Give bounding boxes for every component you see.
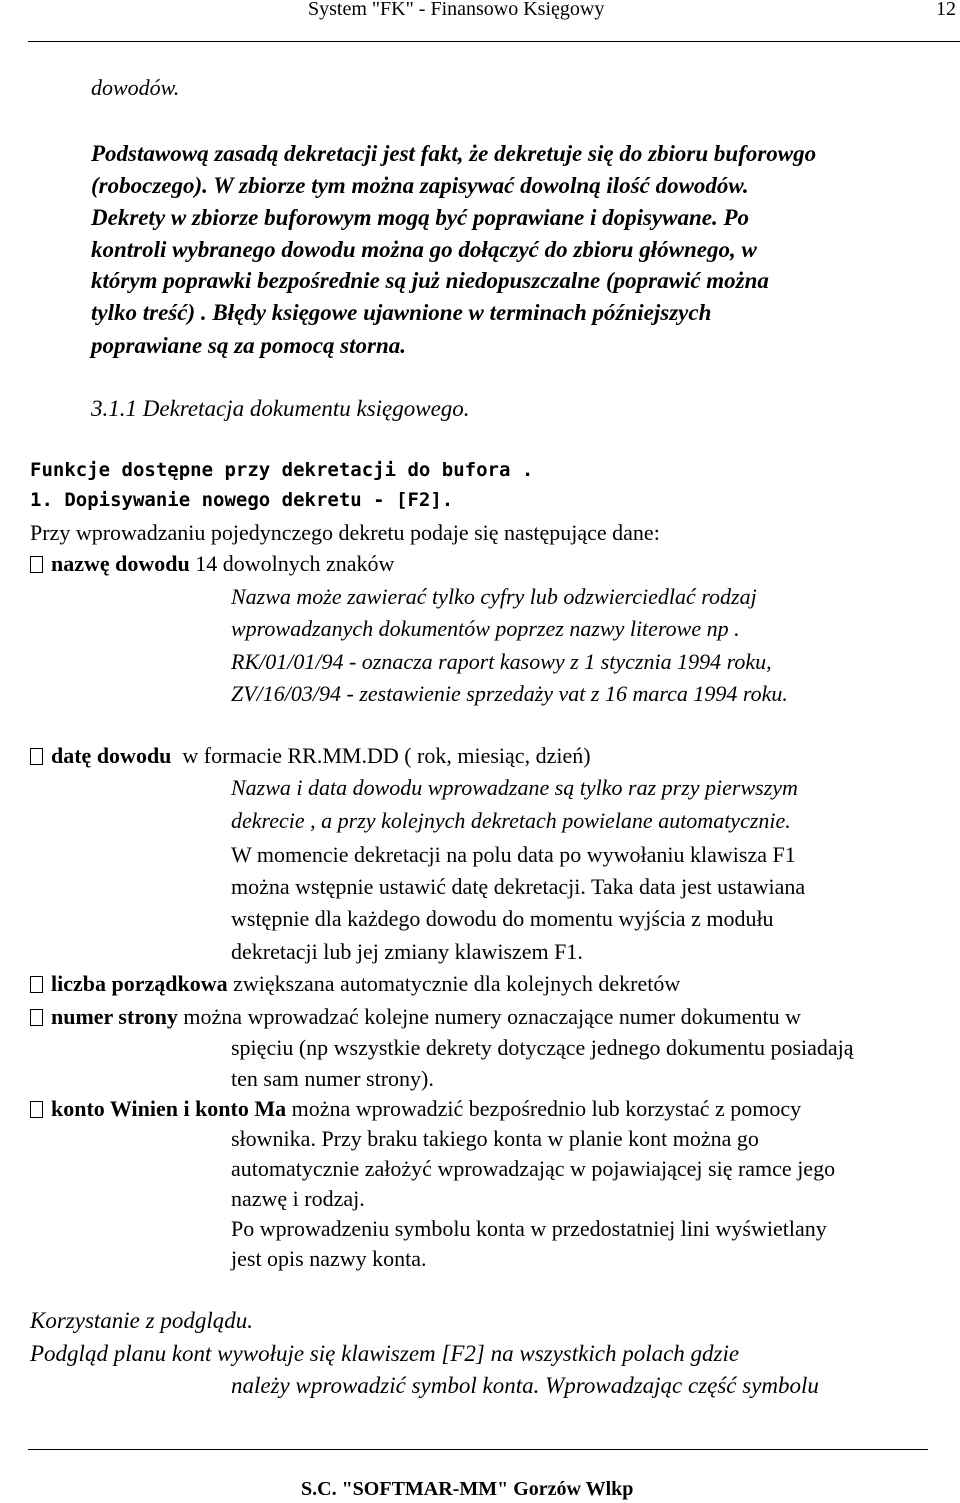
principle-line: tylko treść) . Błędy księgowe ujawnione w terminach późniejszych (91, 300, 712, 325)
checkbox-bullet-icon (30, 1009, 43, 1026)
continuation-line: słownika. Przy braku takiego konta w planie kont można go (231, 1126, 759, 1151)
principle-line: Dekrety w zbiorze buforowym mogą być poprawiane i dopisywane. Po (91, 205, 750, 230)
intro-sentence: Przy wprowadzaniu pojedynczego dekretu podaje się następujące dane: (30, 520, 660, 545)
checkbox-bullet-icon (30, 1101, 43, 1118)
note-line: Nazwa i data dowodu wprowadzane są tylko raz przy pierwszym (231, 775, 798, 800)
principle-line: poprawiane są za pomocą storna. (91, 333, 407, 358)
continuation-line: jest opis nazwy konta. (231, 1246, 427, 1271)
item-term: datę dowodu (51, 743, 172, 768)
preview-line: należy wprowadzić symbol konta. Wprowadzając część symbolu (231, 1373, 819, 1398)
principle-line: Podstawową zasadą dekretacji jest fakt, że dekretuje się do zbioru buforowgo (91, 141, 817, 166)
note-line: RK/01/01/94 - oznacza raport kasowy z 1 stycznia 1994 roku, (231, 649, 772, 674)
note-line: wstępnie dla każdego dowodu do momentu wyjścia z modułu (231, 906, 774, 931)
principle-line: którym poprawki bezpośrednie są już niedopuszczalne (poprawić można (91, 268, 769, 293)
intro-tail: dowodów. (91, 75, 180, 100)
continuation-line: automatycznie założyć wprowadzając w pojawiającej się ramce jego (231, 1156, 836, 1181)
note-line: Nazwa może zawierać tylko cyfry lub odzwierciedlać rodzaj (231, 584, 757, 609)
continuation-line: nazwę i rodzaj. (231, 1186, 365, 1211)
checkbox-bullet-icon (30, 556, 43, 573)
principle-line: (roboczego). W zbiorze tym można zapisywać dowolną ilość dowodów. (91, 173, 749, 198)
note-line: ZV/16/03/94 - zestawienie sprzedaży vat z 16 marca 1994 roku. (231, 681, 788, 706)
footer-rule (28, 1449, 928, 1450)
page-number: 12 (936, 0, 956, 20)
list-item-page-number (30, 1004, 801, 1030)
list-item-sequence-number (30, 971, 680, 997)
continuation-line: Po wprowadzeniu symbolu konta w przedostatniej lini wyświetlany (231, 1216, 827, 1241)
continuation-line: ten sam numer strony). (231, 1066, 434, 1091)
footer-company: S.C. "SOFTMAR-MM" Gorzów Wlkp (301, 1478, 634, 1500)
preview-line: Podgląd planu kont wywołuje się klawiszem [F2] na wszystkich polach gdzie (30, 1341, 740, 1366)
item-desc: zwiększana automatycznie dla kolejnych dekretów (233, 971, 681, 996)
item-desc: można wprowadzić bezpośrednio lub korzystać z pomocy (291, 1096, 802, 1121)
header-rule (28, 41, 960, 42)
list-item-accounts (30, 1096, 801, 1122)
subheading-add-entry: 1. Dopisywanie nowego dekretu - [F2]. (30, 489, 454, 511)
functions-heading: Funkcje dostępne przy dekretacji do bufora . (30, 459, 534, 481)
section-heading: 3.1.1 Dekretacja dokumentu księgowego. (91, 396, 470, 421)
item-term: liczba porządkowa (51, 971, 228, 996)
principle-line: kontroli wybranego dowodu można go dołączyć do zbioru głównego, w (91, 237, 757, 262)
item-desc: 14 dowolnych znaków (195, 551, 395, 576)
note-line: można wstępnie ustawić datę dekretacji. Taka data jest ustawiana (231, 874, 806, 899)
item-desc: w formacie RR.MM.DD ( rok, miesiąc, dzień) (182, 743, 591, 768)
item-term: numer strony (51, 1004, 178, 1029)
preview-heading: Korzystanie z podglądu. (30, 1308, 253, 1333)
item-term: nazwę dowodu (51, 551, 190, 576)
item-term: konto Winien i konto Ma (51, 1096, 287, 1121)
note-line: dekretacji lub jej zmiany klawiszem F1. (231, 939, 583, 964)
note-line: W momencie dekretacji na polu data po wywołaniu klawisza F1 (231, 842, 796, 867)
continuation-line: spięciu (np wszystkie dekrety dotyczące jednego dokumentu posiadają (231, 1035, 854, 1060)
note-line: dekrecie , a przy kolejnych dekretach powielane automatycznie. (231, 808, 791, 833)
list-item-document-date (30, 743, 591, 769)
checkbox-bullet-icon (30, 976, 43, 993)
item-desc: można wprowadzać kolejne numery oznaczające numer dokumentu w (183, 1004, 801, 1029)
list-item-document-name (30, 551, 394, 577)
document-title: System "FK" - Finansowo Księgowy (308, 0, 605, 20)
note-line: wprowadzanych dokumentów poprzez nazwy literowe np . (231, 616, 740, 641)
checkbox-bullet-icon (30, 748, 43, 765)
